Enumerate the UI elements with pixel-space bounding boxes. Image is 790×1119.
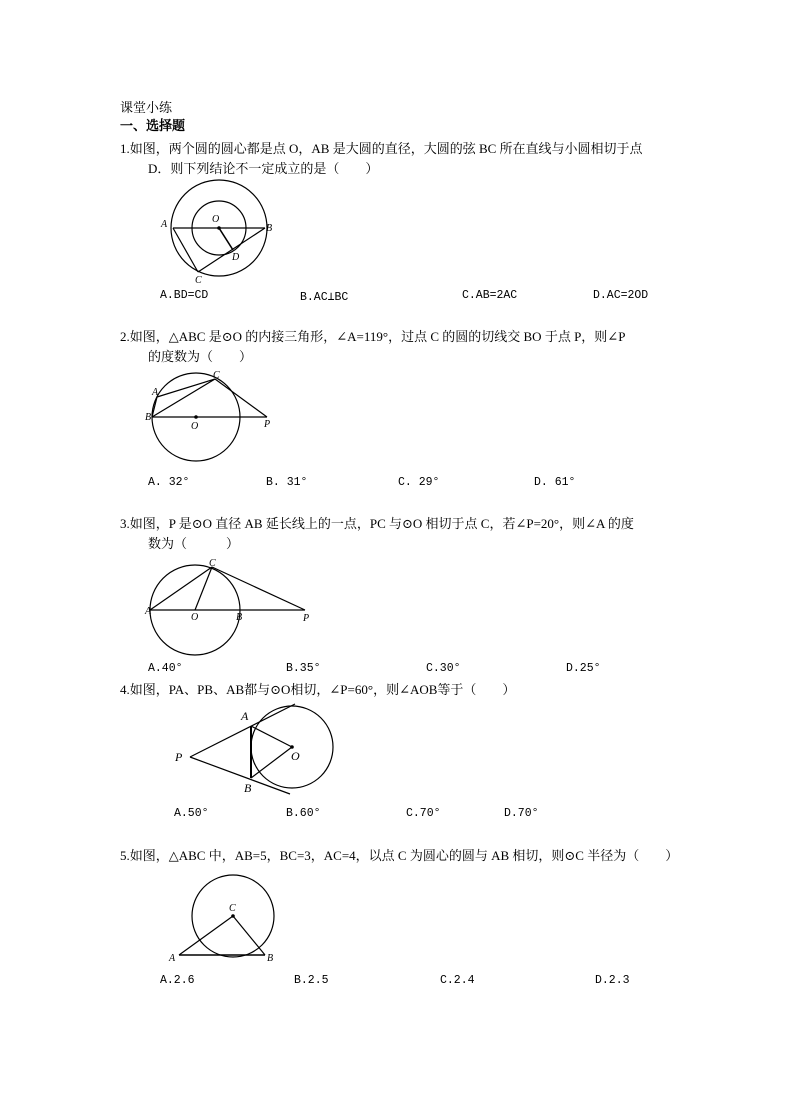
question-3-option-d: D.25° bbox=[566, 662, 601, 675]
question-1-option-d: D.AC=2OD bbox=[593, 289, 649, 302]
center-point bbox=[231, 914, 235, 918]
label-b: B bbox=[267, 953, 274, 964]
question-1-text-line2: D．则下列结论不一定成立的是（ ） bbox=[148, 161, 379, 176]
label-a: A bbox=[145, 606, 152, 617]
question-4-option-c: C.70° bbox=[406, 807, 441, 820]
question-4-text-line1: 4.如图，PA、PB、AB都与⊙O相切，∠P=60°，则∠AOB等于（ ） bbox=[120, 682, 516, 697]
label-a: A bbox=[241, 709, 249, 723]
label-p: P bbox=[303, 613, 310, 624]
side-ac bbox=[179, 916, 233, 955]
question-2-option-b: B. 31° bbox=[266, 476, 308, 489]
label-p: P bbox=[175, 750, 183, 764]
label-c: C bbox=[213, 370, 220, 381]
label-p: P bbox=[264, 419, 271, 430]
label-c: C bbox=[209, 558, 216, 569]
tangent-pb bbox=[190, 757, 290, 794]
question-2-option-a: A. 32° bbox=[148, 476, 190, 489]
segment-bo bbox=[251, 747, 292, 778]
question-2-option-d: D. 61° bbox=[534, 476, 576, 489]
chord-ac bbox=[150, 567, 212, 610]
label-o: O bbox=[212, 214, 220, 225]
question-4-option-b: B.60° bbox=[286, 807, 321, 820]
question-1-figure bbox=[158, 183, 278, 288]
question-4-option-d: D.70° bbox=[504, 807, 539, 820]
center-point bbox=[194, 415, 198, 419]
question-1-option-b: B.AC⊥BC bbox=[300, 291, 349, 304]
question-5-option-d: D.2.3 bbox=[595, 974, 630, 987]
label-a: A bbox=[169, 953, 176, 964]
question-3-figure bbox=[145, 560, 320, 655]
tangent-cp bbox=[212, 567, 305, 610]
label-o: O bbox=[191, 421, 199, 432]
question-3-option-a: A.40° bbox=[148, 662, 183, 675]
question-1-text-line1: 1.如图，两个圆的圆心都是点 O，AB 是大圆的直径，大圆的弦 BC 所在直线与小圆相切于点 bbox=[120, 141, 643, 156]
question-1-option-c: C.AB=2AC bbox=[462, 289, 518, 302]
label-d: D bbox=[232, 252, 240, 263]
label-a: A bbox=[152, 387, 159, 398]
side-bc bbox=[152, 379, 215, 417]
question-2-text-line2: 的度数为（ ） bbox=[148, 349, 253, 364]
tangent-cp bbox=[215, 379, 267, 417]
question-2-text-line1: 2.如图，△ABC 是⊙O 的内接三角形，∠A=119°，过点 C 的圆的切线交 BO 于点 P，则∠P bbox=[120, 329, 626, 344]
question-2-option-c: C. 29° bbox=[398, 476, 440, 489]
label-a: A bbox=[161, 219, 168, 230]
label-b: B bbox=[244, 781, 252, 795]
label-c: C bbox=[195, 275, 202, 286]
question-3-option-b: B.35° bbox=[286, 662, 321, 675]
segment-od bbox=[219, 228, 233, 250]
side-bc bbox=[233, 916, 265, 955]
label-b: B bbox=[236, 612, 243, 623]
label-b: B bbox=[266, 223, 273, 234]
question-4-option-a: A.50° bbox=[174, 807, 209, 820]
section-heading: 一、选择题 bbox=[120, 118, 186, 133]
question-3-option-c: C.30° bbox=[426, 662, 461, 675]
question-5-text-line1: 5.如图，△ABC 中，AB=5，BC=3，AC=4，以点 C 为圆心的圆与 AB 相切，则⊙C 半径为（ ） bbox=[120, 848, 679, 863]
question-4-figure bbox=[170, 702, 345, 800]
label-o: O bbox=[191, 612, 199, 623]
question-3-text-line2: 数为（ ） bbox=[148, 536, 240, 551]
label-o: O bbox=[291, 749, 300, 763]
label-c: C bbox=[229, 903, 236, 914]
question-5-option-b: B.2.5 bbox=[294, 974, 329, 987]
question-2-figure bbox=[145, 370, 275, 464]
question-3-text-line1: 3.如图，P 是⊙O 直径 AB 延长线上的一点，PC 与⊙O 相切于点 C，若∠P=20°，则∠A 的度 bbox=[120, 516, 634, 531]
worksheet-title: 课堂小练 bbox=[120, 100, 173, 115]
question-5-option-c: C.2.4 bbox=[440, 974, 475, 987]
question-5-option-a: A.2.6 bbox=[160, 974, 195, 987]
label-b: B bbox=[145, 412, 152, 423]
segment-ao bbox=[251, 726, 292, 747]
chord-bc bbox=[198, 228, 265, 272]
question-1-option-a: A.BD=CD bbox=[160, 289, 209, 302]
question-5-figure bbox=[165, 870, 280, 965]
side-ac bbox=[157, 379, 215, 397]
center-point bbox=[217, 226, 221, 230]
